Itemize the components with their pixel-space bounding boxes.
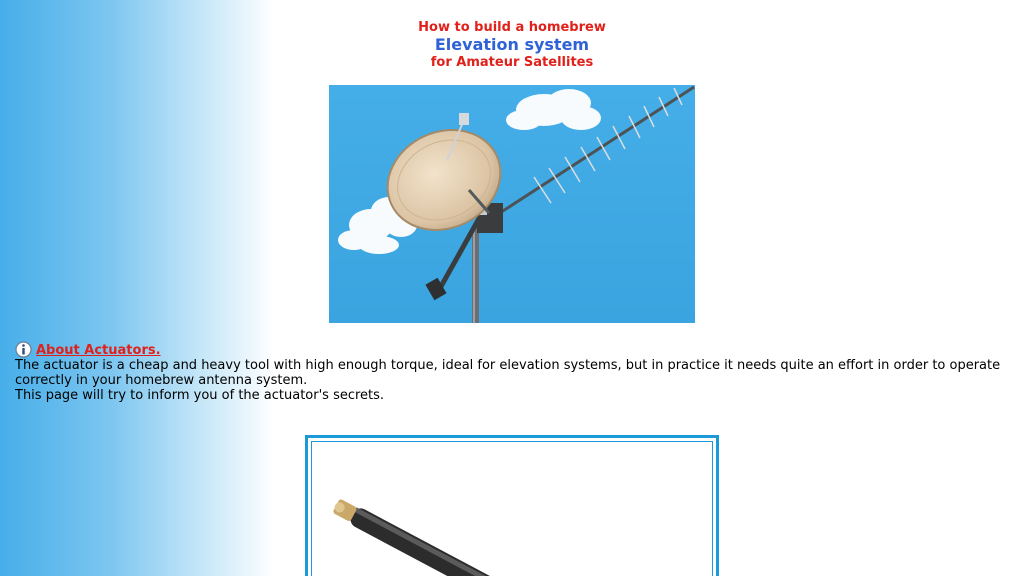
actuator-image-inner-border — [311, 441, 713, 576]
info-heading-row — [15, 338, 1015, 358]
actuator-info-section — [15, 338, 1015, 403]
actuator-photo — [312, 442, 713, 576]
page-purpose-text: This page will try to inform you of the actuator's secrets. — [15, 388, 385, 403]
actuator-description: The actuator is a cheap and heavy tool with high enough torque, ideal for elevation systems, but in practice it needs quite an effort in order to operate correctly in your homebrew antenna system. — [15, 358, 1001, 388]
title-line-2: Elevation system — [434, 35, 590, 54]
title-line-3: for Amateur Satellites — [430, 55, 594, 70]
actuator-image-frame — [305, 435, 719, 576]
hero-antenna-image — [329, 85, 695, 323]
page-header — [0, 19, 1024, 71]
about-actuators-link[interactable]: About Actuators. — [36, 343, 161, 358]
info-icon — [15, 341, 32, 358]
title-line-1: How to build a homebrew — [418, 20, 606, 35]
